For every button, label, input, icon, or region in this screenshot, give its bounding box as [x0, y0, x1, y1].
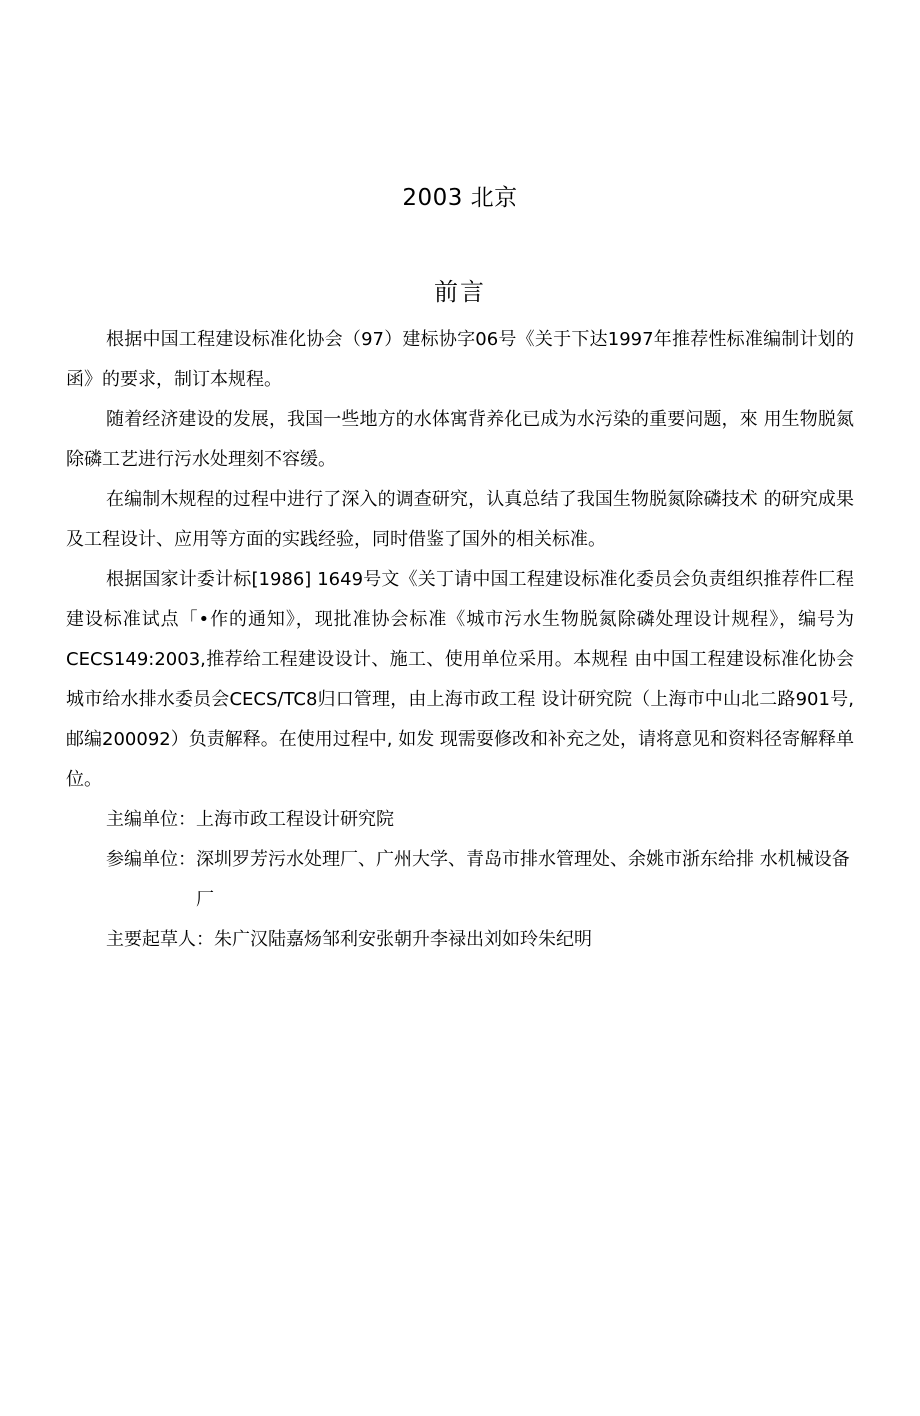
paragraph-1: 根据中国工程建设标准化协会（97）建标协字06号《关于下达1997年推荐性标准编制计划的函》的要求，制订本规程。	[66, 329, 854, 390]
participants-field	[66, 840, 854, 920]
paragraph-4: 根据国家计委计标[1986] 1649号文《关丁请中国工程建设标准化委员会负责组织推荐件匚程建设标准试点「•作的通知》，现批准协会标准《城市污水生物脱氮除磷处理设计规程》，编号为CECS149:2003,推荐给工程建设设计、施工、使用单位采用。本规程 由中国工程建设标准化协会城市给水排水委员会CECS/TC8归口管理，由上海市政工程 设计研究院（上海市中山北二路901号, 邮编200092）负责解释。在使用过程中, 如发 现需耍修改和补充之处，请将意见和资料径寄解释单位。	[66, 569, 854, 790]
participants-label: 参编单位：	[106, 849, 196, 870]
chief-editor-label: 主编单位：	[106, 809, 196, 830]
drafters-label: 主要起草人：	[106, 929, 214, 950]
drafters-field	[66, 920, 854, 960]
chief-editor-value: 上海市政工程设计研究院	[196, 809, 394, 830]
section-title-preface: 前言	[434, 278, 486, 306]
chief-editor-field	[66, 800, 854, 840]
participants-value: 深圳罗芳污水处理厂、广州大学、青岛市排水管理处、余姚市浙东给排 水机械设备厂	[196, 849, 850, 910]
drafters-value: 朱广汉陆嘉炀邹利安张朝升李禄出刘如玲朱纪明	[214, 929, 592, 950]
place-date: 2003 北京	[402, 185, 518, 211]
preface-body	[66, 320, 854, 960]
paragraph-2: 随着经济建设的发展，我国一些地方的水体寓背养化已成为水污染的重要问题，來 用生物脱氮除磷工艺进行污水处理刻不容缓。	[66, 409, 854, 470]
paragraph-3: 在编制木规程的过程中进行了深入的调查研究，认真总结了我国生物脱氮除磷技术 的研究成果及工程设计、应用等方面的实践经验，同时借鉴了国外的相关标准。	[66, 489, 854, 550]
